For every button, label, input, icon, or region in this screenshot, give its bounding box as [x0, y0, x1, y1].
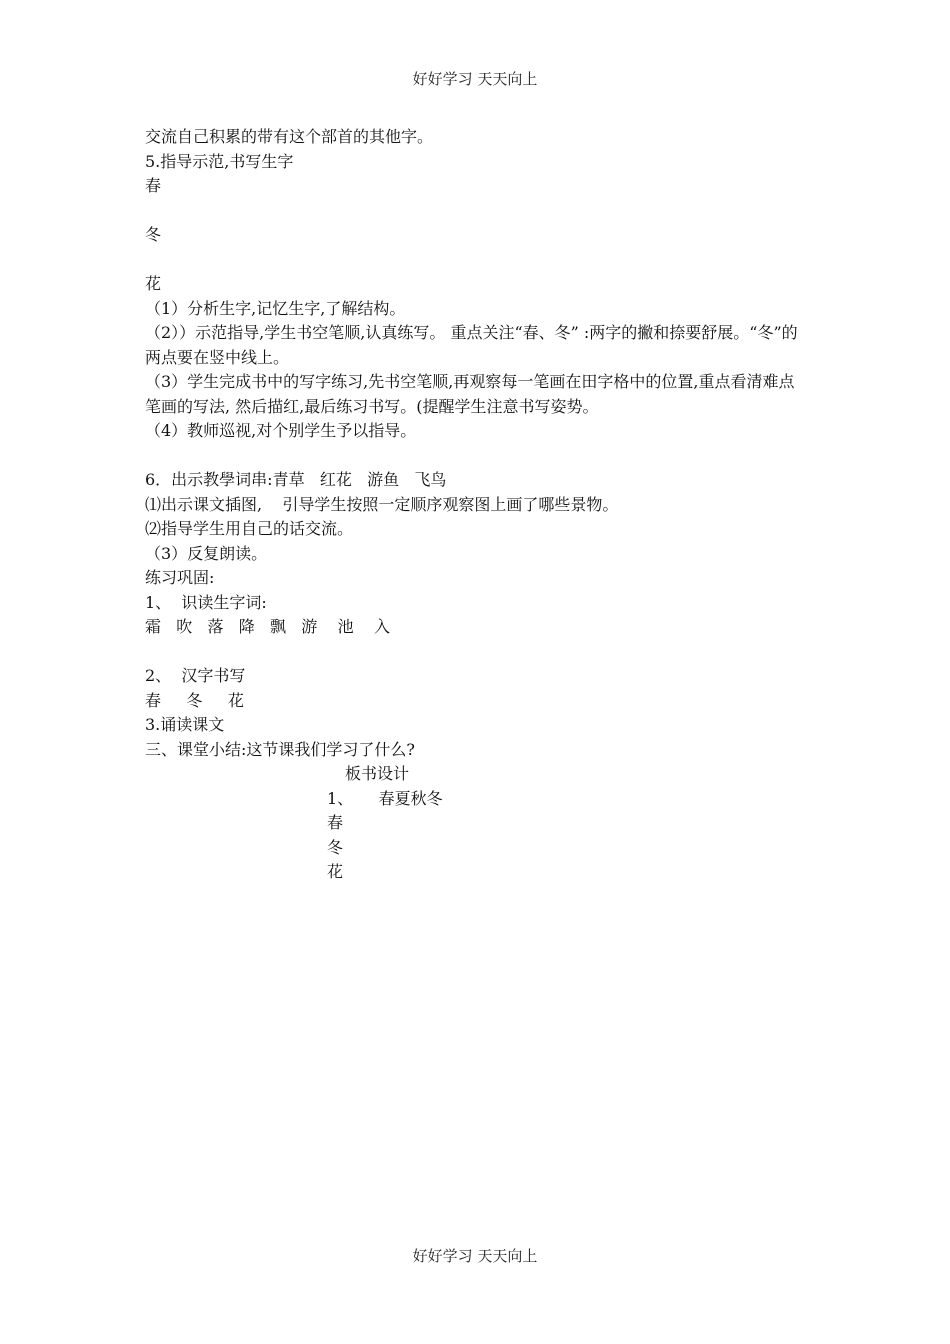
- text-line: （4）教师巡视,对个别学生予以指导。: [145, 421, 417, 440]
- board-design-item: 春: [327, 813, 344, 832]
- character-line: 春 冬 花: [145, 690, 244, 710]
- text-paragraph: （3）学生完成书中的写字练习,先书空笔顺,再观察每一笔画在田字格中的位置,重点看清难点笔画的写法, 然后描红,最后练习书写。(提醒学生注意书写姿势。: [145, 372, 795, 416]
- section-heading: 6．出示教學词串:青草 红花 游鱼 飞鸟: [145, 470, 447, 489]
- character-line: 春: [145, 176, 162, 195]
- document-body: [145, 125, 805, 885]
- text-line: ⑴出示课文插图, 引导学生按照一定顺序观察图上画了哪些景物。: [145, 494, 619, 514]
- text-line: ⑵指导学生用自己的话交流。: [145, 519, 354, 538]
- character-line: 霜 吹 落 降 飘 游 池 入: [145, 617, 390, 636]
- text-line: 1、 识读生字词:: [145, 592, 267, 612]
- text-line: （3）反复朗读。: [145, 543, 268, 563]
- text-line: 2、 汉字书写: [145, 666, 246, 685]
- page-header: 好好学习 天天向上: [412, 70, 538, 88]
- character-line: 冬: [145, 225, 162, 244]
- text-line: 交流自己积累的带有这个部首的其他字。: [145, 127, 434, 146]
- text-line: 3.诵读课文: [145, 715, 225, 734]
- text-paragraph: （2））示范指导,学生书空笔顺,认真练写。 重点关注“春、冬” :两字的撇和捺要舒展。“冬”的两点要在竖中线上。: [145, 323, 798, 367]
- text-line: （1）分析生字,记忆生字,了解结构。: [145, 298, 406, 318]
- board-design-item: 1、 春夏秋冬: [327, 788, 443, 808]
- board-design-item: 冬: [327, 837, 344, 857]
- section-heading: 5.指导示范,书写生字: [145, 151, 294, 171]
- page-footer: 好好学习 天天向上: [412, 1247, 538, 1265]
- section-heading: 三、课堂小结:这节课我们学习了什么?: [145, 739, 415, 759]
- text-line: 练习巩固:: [145, 568, 215, 587]
- board-design-title: 板书设计: [345, 764, 410, 783]
- character-line: 花: [145, 274, 162, 293]
- board-design-item: 花: [327, 862, 344, 881]
